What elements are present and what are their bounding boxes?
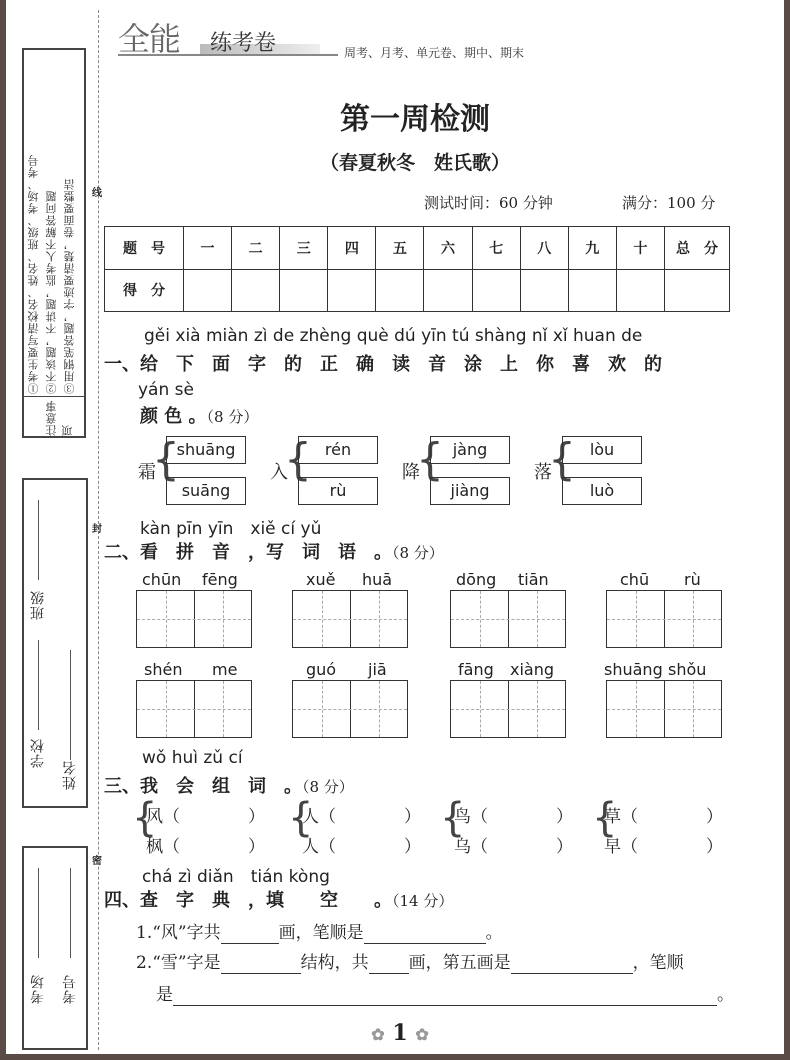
score-cell[interactable] xyxy=(184,269,232,312)
score-row-label: 得 分 xyxy=(105,269,184,312)
notice-item-3: ③用钢笔答题，字迹要清楚，卷面要整洁 xyxy=(63,178,76,394)
field-name-label: 姓名 xyxy=(62,760,78,790)
score-col: 九 xyxy=(568,227,616,270)
mark-seal: 封 xyxy=(92,524,102,535)
answer-blank[interactable] xyxy=(511,953,633,974)
brace-icon: { xyxy=(284,434,312,485)
s3-word-3b[interactable]: 乌（ ） xyxy=(454,837,573,857)
brand-logo: 全能 xyxy=(118,20,181,58)
brace-icon: { xyxy=(416,434,444,485)
score-table xyxy=(104,226,730,312)
brace-icon: { xyxy=(592,795,618,841)
score-col: 七 xyxy=(472,227,520,270)
s1-option-2a[interactable]: rén xyxy=(298,436,378,464)
answer-blank[interactable] xyxy=(369,953,409,974)
field-room-label: 考场 xyxy=(30,974,46,1004)
answer-blank[interactable] xyxy=(173,985,717,1006)
s1-option-3a[interactable]: jàng xyxy=(430,436,510,464)
section2-heading: 二、看 拼 音 ，写 词 语 。（8 分） xyxy=(104,542,444,563)
test-time: 测试时间：60 分钟 xyxy=(424,194,553,212)
score-col: 四 xyxy=(328,227,376,270)
s3-word-4a[interactable]: 草（ ） xyxy=(604,807,723,827)
score-total-label: 总 分 xyxy=(665,227,730,270)
writing-grid[interactable] xyxy=(606,680,722,738)
brand-subtitle: 练考卷 xyxy=(210,31,277,56)
writing-grid[interactable] xyxy=(136,680,252,738)
answer-blank[interactable] xyxy=(364,923,486,944)
page-title: 第一周检测 xyxy=(340,102,490,137)
s1-option-1a[interactable]: shuāng xyxy=(166,436,246,464)
score-col: 五 xyxy=(376,227,424,270)
notice-label: 注意事项 xyxy=(45,400,74,436)
s2-word3-p2: tiān xyxy=(518,570,549,589)
flower-icon: ✿ xyxy=(371,1025,385,1044)
s2-word8-p1: shuāng xyxy=(604,660,663,679)
s2-word5-p1: shén xyxy=(144,660,183,679)
s2-word2-p1: xuě xyxy=(306,570,336,589)
s3-word-3a[interactable]: 鸟（ ） xyxy=(454,807,573,827)
s4-question-2-cont: 是 。 xyxy=(156,985,734,1005)
section4-heading: 四、查 字 典 ，填 空 。（14 分） xyxy=(104,890,454,911)
s2-word6-p1: guó xyxy=(306,660,337,679)
s2-word1-p2: fēng xyxy=(202,570,238,589)
writing-grid[interactable] xyxy=(292,590,408,648)
brace-icon: { xyxy=(440,795,466,841)
score-col: 八 xyxy=(520,227,568,270)
score-cell[interactable] xyxy=(424,269,472,312)
page-number: ✿ 1 ✿ xyxy=(371,1020,429,1046)
score-col: 一 xyxy=(184,227,232,270)
s1-option-1b[interactable]: suāng xyxy=(166,477,246,505)
score-col: 六 xyxy=(424,227,472,270)
s4-question-1: 1.“风”字共 画，笔顺是 。 xyxy=(136,923,503,943)
score-col: 二 xyxy=(232,227,280,270)
student-info-box xyxy=(22,478,88,808)
field-id-label: 考号 xyxy=(62,974,78,1004)
field-school-label: 学校 xyxy=(30,738,46,768)
s3-word-2b[interactable]: 人（ ） xyxy=(302,837,421,857)
s1-option-2b[interactable]: rù xyxy=(298,477,378,505)
score-col: 十 xyxy=(616,227,664,270)
section4-pinyin: chá zì diǎn tián kòng xyxy=(142,867,330,887)
flower-icon: ✿ xyxy=(415,1025,429,1044)
s2-word1-p1: chūn xyxy=(142,570,182,589)
section2-pinyin: kàn pīn yīn xiě cí yǔ xyxy=(140,519,322,539)
answer-blank[interactable] xyxy=(221,923,279,944)
score-col: 三 xyxy=(280,227,328,270)
score-cell[interactable] xyxy=(280,269,328,312)
score-header-label: 题 号 xyxy=(105,227,184,270)
score-cell[interactable] xyxy=(328,269,376,312)
s2-word7-p1: fāng xyxy=(458,660,494,679)
field-class-label: 班级 xyxy=(30,590,46,620)
s2-word3-p1: dōng xyxy=(456,570,497,589)
score-cell[interactable] xyxy=(665,269,730,312)
brace-icon: { xyxy=(152,434,180,485)
score-cell[interactable] xyxy=(616,269,664,312)
s3-word-4b[interactable]: 早（ ） xyxy=(604,837,723,857)
s2-word4-p1: chū xyxy=(620,570,650,589)
score-cell[interactable] xyxy=(376,269,424,312)
s3-word-1a[interactable]: 风（ ） xyxy=(146,807,265,827)
s1-char-4: 落 xyxy=(534,462,552,483)
s2-word2-p2: huā xyxy=(362,570,393,589)
section1-pinyin-2: yán sè xyxy=(138,380,194,400)
score-cell[interactable] xyxy=(520,269,568,312)
section1-heading: 一、给 下 面 字 的 正 确 读 音 涂 上 你 喜 欢 的 xyxy=(104,354,662,375)
s2-word6-p2: jiā xyxy=(368,660,387,679)
brace-icon: { xyxy=(288,795,314,841)
brace-icon: { xyxy=(132,795,158,841)
header-tagline: 周考、月考、单元卷、期中、期末 xyxy=(344,46,525,60)
score-cell[interactable] xyxy=(232,269,280,312)
mark-line: 线 xyxy=(92,188,102,199)
s3-word-2a[interactable]: 人（ ） xyxy=(302,807,421,827)
s1-option-3b[interactable]: jiàng xyxy=(430,477,510,505)
section3-pinyin: wǒ huì zǔ cí xyxy=(142,748,243,768)
score-cell[interactable] xyxy=(568,269,616,312)
s1-option-4b[interactable]: luò xyxy=(562,477,642,505)
s2-word4-p2: rù xyxy=(684,570,701,589)
section1-pinyin-1: gěi xià miàn zì de zhèng què dú yīn tú shàng nǐ xǐ huan de xyxy=(144,326,643,346)
s3-word-1b[interactable]: 枫（ ） xyxy=(146,837,265,857)
s1-char-1: 霜 xyxy=(138,462,156,483)
writing-grid[interactable] xyxy=(450,680,566,738)
writing-grid[interactable] xyxy=(136,590,252,648)
notice-item-2: ②不该题，不讲题，监考人不解答问题 xyxy=(45,190,58,394)
s1-char-3: 降 xyxy=(402,462,420,483)
page-subtitle: （春夏秋冬 姓氏歌） xyxy=(319,152,510,174)
notice-item-1: ①考生要写清校名、姓名、班级、考场、考号 xyxy=(27,154,40,394)
answer-blank[interactable] xyxy=(221,953,301,974)
s4-question-2: 2.“雪”字是 结构，共 画，第五画是 ，笔顺 xyxy=(136,953,684,973)
s2-word5-p2: me xyxy=(212,660,238,679)
score-cell[interactable] xyxy=(472,269,520,312)
full-score: 满分：100 分 xyxy=(622,194,716,212)
s1-char-2: 入 xyxy=(270,462,288,483)
s2-word8-p2: shǒu xyxy=(668,660,707,679)
mark-secret: 密 xyxy=(92,856,102,867)
writing-grid[interactable] xyxy=(292,680,408,738)
section1-heading-2: 颜 色 。（8 分） xyxy=(140,406,259,427)
writing-grid[interactable] xyxy=(450,590,566,648)
brace-icon: { xyxy=(548,434,576,485)
writing-grid[interactable] xyxy=(606,590,722,648)
s1-option-4a[interactable]: lòu xyxy=(562,436,642,464)
section3-heading: 三、我 会 组 词 。（8 分） xyxy=(104,776,354,797)
s2-word7-p2: xiàng xyxy=(510,660,555,679)
